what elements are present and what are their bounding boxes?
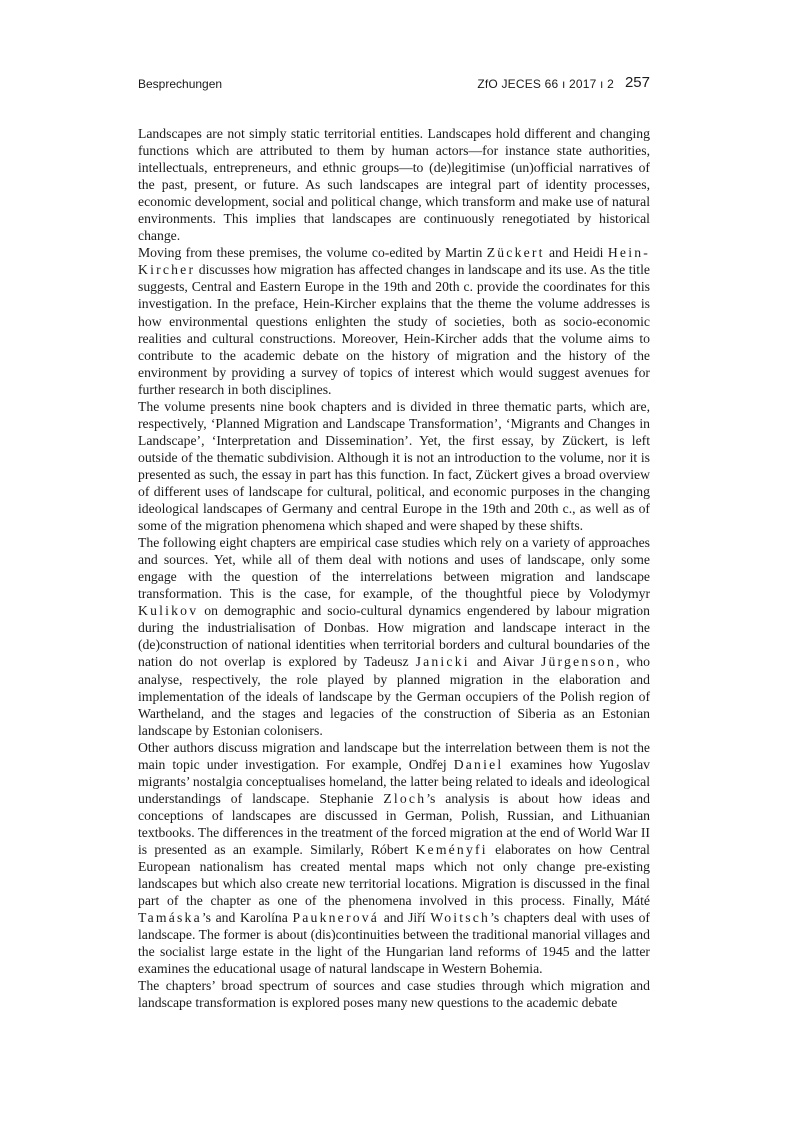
running-header	[138, 74, 650, 96]
author-name: Janicki	[415, 654, 470, 670]
author-name: Zloch	[383, 790, 427, 806]
author-name: Daniel	[453, 756, 504, 772]
author-name: Woitsch	[430, 910, 491, 926]
journal-citation: ZfO JECES 66 ı 2017 ı 2	[477, 77, 614, 91]
body-paragraph: Landscapes are not simply static territorial entities. Landscapes hold different and changing functions which are attributed to them by human actors—for instance state authorities, intellectuals, entrepreneurs, and ethnic groups—to (de)legitimise (un)official narratives of the past, present, or future. As such landscapes are integral part of identity processes, economic development, social and political change, which transform and make use of natural environments. This implies that landscapes are continuously renegotiated by historical change.	[138, 126, 650, 244]
body-paragraph: The following eight chapters are empirical case studies which rely on a variety of approaches and sources. Yet, while all of them deal with notions and uses of landscape, only some engage with the question of the interrelations between migration and landscape transformation. This is the case, for example, of the thoughtful piece by Volodymyr Kulikov on demographic and socio-cultural dynamics engendered by labour migration during the industrialisation of Donbas. How migration and landscape interact in the (de)construction of national identities when territorial borders and cultural boundaries of the nation do not overlap is explored by Tadeusz Janicki and Aivar Jürgenson, who analyse, respectively, the role played by planned migration in the elaboration and implementation of the ideals of landscape by the German occupiers of the Polish region of Wartheland, and the stages and legacies of the construction of Siberia as an Estonian landscape by Estonian colonisers.	[138, 535, 650, 738]
author-name: Hein-Kircher	[138, 245, 650, 278]
author-name: Kulikov	[138, 603, 199, 619]
author-name: Pauknerová	[292, 910, 380, 926]
review-body	[138, 125, 650, 1011]
author-name: Zückert	[486, 245, 545, 261]
body-paragraph: Other authors discuss migration and landscape but the interrelation between them is not the main topic under investigation. For example, Ondřej Daniel examines how Yugoslav migrants’ nostalgia conceptualises homeland, the latter being related to ideals and ideological understandings of landscape. Stephanie Zloch’s analysis is about how ideas and conceptions of landscapes are discussed in German, Polish, Russian, and Lithuanian textbooks. The differences in the treatment of the forced migration at the end of World War II is presented as an example. Similarly, Róbert Keményfi elaborates on how Central European nationalism has created mental maps which not only change pre-existing landscapes but which also create new territorial locations. Migration is discussed in the final part of the chapter as one of the phenomena involved in this process. Finally, Máté Tamáska’s and Karolína Pauknerová and Jiří Woitsch’s chapters deal with uses of landscape. The former is about (dis)continuities between the traditional manorial villages and the socialist large estate in the light of the Hungarian land reforms of 1945 and the latter examines the educational usage of natural landscape in Western Bohemia.	[138, 739, 651, 977]
body-paragraph: Moving from these premises, the volume co-edited by Martin Zückert and Heidi Hein-Kircher discusses how migration has affected changes in landscape and its use. As the title suggests, Central and Eastern Europe in the 19th and 20th c. provide the coordinates for this investigation. In the preface, Hein-Kircher explains that the theme the volume addresses is how environmental questions enlighten the study of societies, both as socio-economic realities and cultural constructions. Moreover, Hein-Kircher adds that the volume aims to contribute to the academic debate on the history of migration and the history of the environment by providing a survey of topics of interest which would suggest avenues for further research in both disciplines.	[138, 245, 650, 397]
body-paragraph: The chapters’ broad spectrum of sources and case studies through which migration and landscape transformation is explored poses many new questions to the academic debate	[138, 978, 650, 1011]
body-paragraph: The volume presents nine book chapters and is divided in three thematic parts, which are, respectively, ‘Planned Migration and Landscape Transformation’, ‘Migrants and Changes in Landscape’, ‘Interpretation and Dissemination’. Yet, the first essay, by Zückert, is left outside of the thematic subdivision. Although it is not an introduction to the volume, nor it is presented as such, the essay in part has this function. In fact, Zückert gives a broad overview of different uses of landscape for cultural, political, and economic purposes in the changing ideological landscapes of Germany and central Europe in the 19th and 20th c., as well as of some of the migration phenomena which shaped and were shaped by these shifts.	[138, 398, 650, 534]
author-name: Jürgenson	[540, 654, 616, 670]
author-name: Keményfi	[415, 841, 488, 857]
section-title: Besprechungen	[138, 77, 223, 91]
author-name: Tamáska	[138, 910, 202, 926]
page-number: 257	[624, 74, 650, 91]
